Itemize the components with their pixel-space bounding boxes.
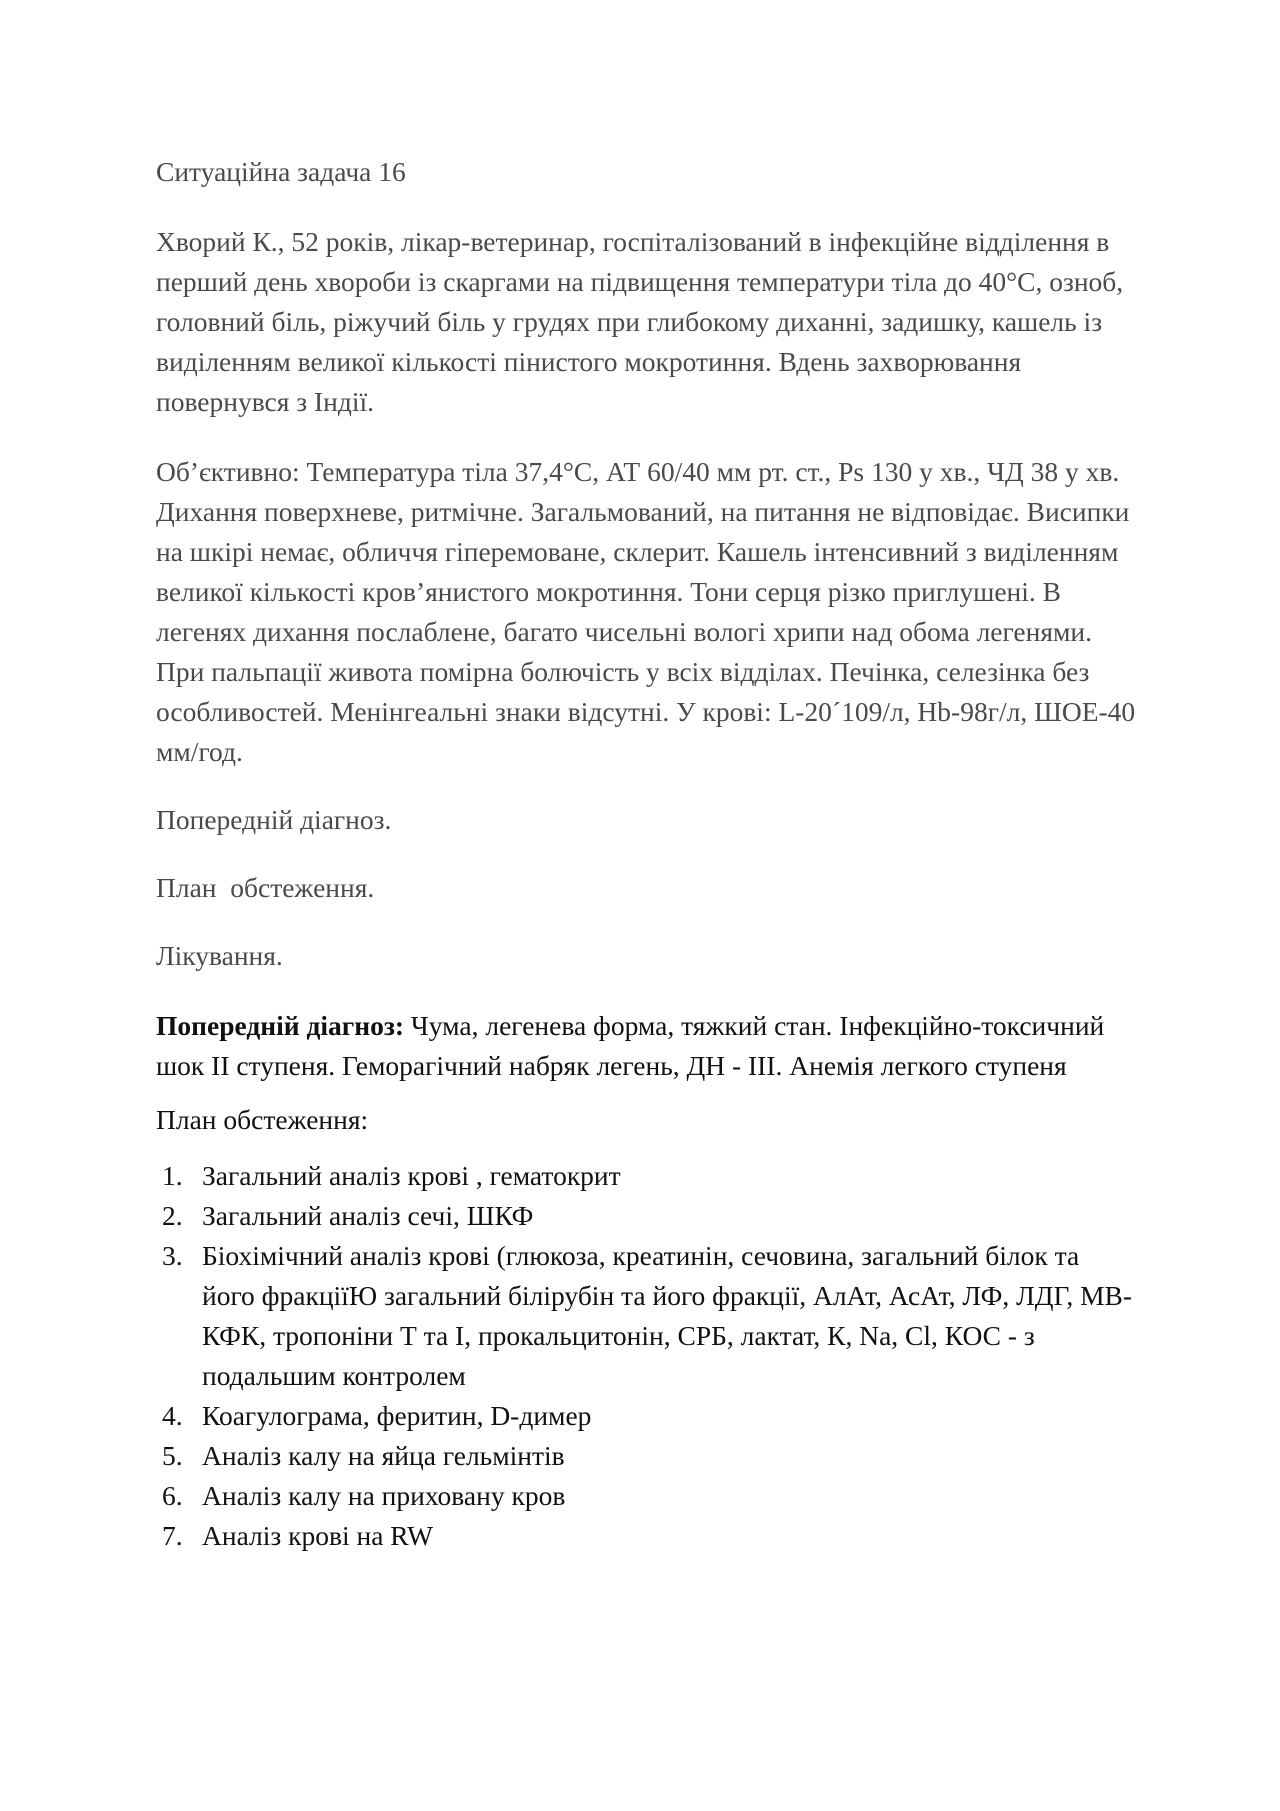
list-item [156, 1476, 1136, 1516]
task-title: Ситуаційна задача 16 [156, 156, 406, 187]
list-item [156, 1156, 1136, 1196]
list-item-number: 4. [162, 1400, 183, 1431]
list-item-text: Біохімічний аналіз крові (глюкоза, креатинін, сечовина, загальний білок та його фракціїЮ загальний білірубін та його фракції, АлАт, АсАт, ЛФ, ЛДГ, МВ-КФК, тропоніни Т та І, прокальцитонін, СРБ, лактат, К, Na, Cl, КОС - з подальшим контролем [202, 1240, 1133, 1391]
objective-paragraph: Об’єктивно: Температура тіла 37,4°С, АТ 60/40 мм рт. ст., Ps 130 у хв., ЧД 38 у хв. Дихання поверхневе, ритмічне. Загальмований, на питання не відповідає. Висипки на шкірі немає, обличчя гіперемоване, склерит. Кашель інтенсивний з виділенням великої кількості кров’янистого мокротиння. Тони серця різко приглушені. В легенях дихання послаблене, багато чисельні вологі хрипи над обома легенями. При пальпації живота помірна болючість у всіх відділах. Печінка, селезінка без особливостей. Менінгеальні знаки відсутні. У крові: L-20´109/л, Hb-98г/л, ШОЕ-40 мм/год. [156, 456, 1136, 767]
list-item [156, 1436, 1136, 1476]
question-diagnosis: Попередній діагноз. [156, 804, 392, 835]
list-item-text: Аналіз калу на приховану кров [202, 1480, 566, 1511]
list-item-number: 1. [162, 1160, 183, 1191]
list-item [156, 1396, 1136, 1436]
list-item-number: 2. [162, 1200, 183, 1231]
list-item-number: 5. [162, 1440, 183, 1471]
list-item-text: Аналіз крові на RW [202, 1520, 434, 1551]
diagnosis-paragraph [156, 1006, 1136, 1086]
list-item [156, 1236, 1136, 1396]
document-body [156, 152, 1136, 1556]
examination-plan-list [156, 1156, 1136, 1556]
list-item-text: Аналіз калу на яйца гельмінтів [202, 1440, 565, 1471]
complaints-paragraph: Хворий К., 52 років, лікар-ветеринар, госпіталізований в інфекційне відділення в перший день хвороби із скаргами на підвищення температури тіла до 40°С, озноб, головний біль, ріжучий біль у грудях при глибокому диханні, задишку, кашель із виділенням великої кількості пінистого мокротиння. Вдень захворювання повернувся з Індії. [156, 226, 1124, 417]
list-item [156, 1196, 1136, 1236]
plan-heading: План обстеження: [156, 1104, 369, 1135]
diagnosis-label: Попередній діагноз: [156, 1010, 405, 1041]
diagnosis-text: Чума, легенева форма, тяжкий стан. Інфекційно-токсичний шок ІІ ступеня. Геморагічний набряк легень, ДН - ІІІ. Анемія легкого ступеня [156, 1010, 1112, 1081]
question-examination-plan: План обстеження. [156, 872, 375, 903]
list-item-text: Загальний аналіз крові , гематокрит [202, 1160, 621, 1191]
list-item-number: 3. [162, 1240, 183, 1271]
question-treatment: Лікування. [156, 940, 283, 971]
list-item [156, 1516, 1136, 1556]
list-item-number: 7. [162, 1520, 183, 1551]
list-item-number: 6. [162, 1480, 183, 1511]
list-item-text: Коагулограма, феритин, D-димер [202, 1400, 592, 1431]
list-item-text: Загальний аналіз сечі, ШКФ [202, 1200, 534, 1231]
